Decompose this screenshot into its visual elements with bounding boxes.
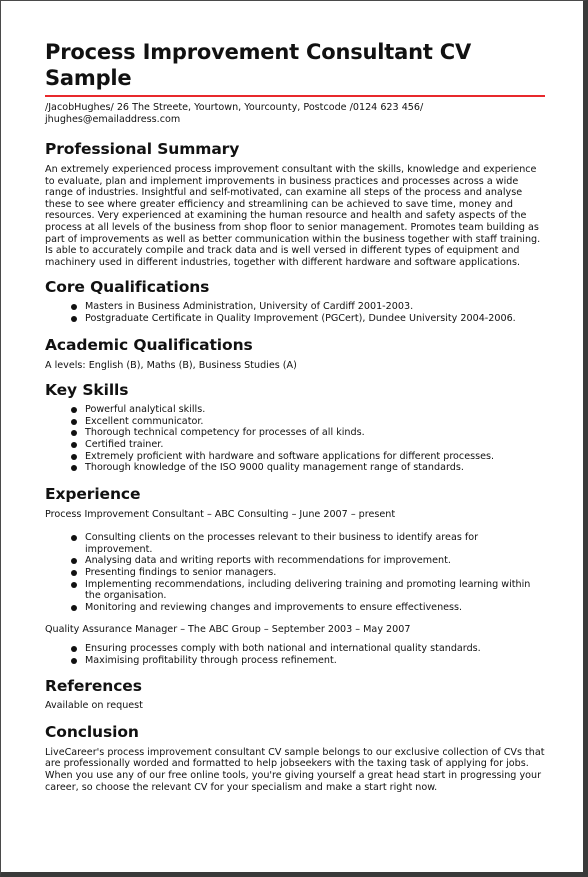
list-item-text: Maximising profitability through process refinement. [85, 654, 337, 666]
list-item [85, 579, 545, 602]
contact-details: /JacobHughes/ 26 The Streete, Yourtown, Yourcounty, Postcode /0124 623 456/ jhughes@emailaddress.com [45, 102, 424, 125]
bullet-icon [71, 304, 77, 310]
job-duties-list [45, 532, 545, 613]
list-item [85, 567, 545, 579]
cv-content [45, 39, 545, 793]
list-item-text: Thorough technical competency for processes of all kinds. [85, 427, 365, 439]
academic-qualifications-heading: Academic Qualifications [45, 335, 253, 354]
bullet-icon [71, 419, 77, 425]
bullet-icon [71, 582, 77, 588]
list-item [85, 439, 545, 451]
academic-qualifications-text: A levels: English (B), Maths (B), Business Studies (A) [45, 359, 297, 371]
bullet-icon [71, 454, 77, 460]
summary-text: An extremely experienced process improvement consultant with the skills, knowledge and experience to evaluate, plan and implement improvements in business practices and processes across a wide range of industries. Insightful and self-motivated, can examine all steps of the process and analyse these to see where greater efficiency and streamlining can be achieved to save time, money and resources. Very experienced at examining the human resource and health and safety aspects of the process at all levels of the business from shop floor to senior management. Promotes team building as part of improvements as well as better communication within the business together with staff training. Is able to accurately compile and track data and is well versed in different types of equipment and machinery used in different industries, together with different hardware and software applications. [45, 164, 541, 268]
list-item [85, 301, 545, 313]
list-item-text: Consulting clients on the processes relevant to their business to identify areas for improvement. [85, 532, 479, 555]
conclusion-text: LiveCareer's process improvement consultant CV sample belongs to our exclusive collection of CVs that are professionally worded and formatted to help jobseekers with the taxing task of applying for jobs. When you use any of our free online tools, you're giving yourself a great head start in progressing your career, so choose the relevant CV for your specialism and make a start right now. [45, 746, 545, 793]
list-item-text: Masters in Business Administration, University of Cardiff 2001-2003. [85, 301, 414, 313]
list-item [85, 427, 545, 439]
title-divider [45, 95, 545, 97]
list-item-text: Ensuring processes comply with both national and international quality standards. [85, 643, 481, 655]
bullet-icon [71, 430, 77, 436]
list-item-text: Powerful analytical skills. [85, 404, 206, 416]
list-item [85, 602, 545, 614]
list-item [85, 532, 545, 555]
bullet-icon [71, 442, 77, 448]
list-item-text: Postgraduate Certificate in Quality Improvement (PGCert), Dundee University 2004-2006. [85, 312, 516, 324]
list-item [85, 404, 545, 416]
list-item-text: Excellent communicator. [85, 415, 204, 427]
list-item-text: Analysing data and writing reports with recommendations for improvement. [85, 555, 451, 567]
list-item [85, 313, 545, 325]
bullet-icon [71, 658, 77, 664]
core-qualifications-heading: Core Qualifications [45, 278, 210, 297]
bullet-icon [71, 646, 77, 652]
bullet-icon [71, 316, 77, 322]
bullet-icon [71, 605, 77, 611]
summary-heading: Professional Summary [45, 140, 240, 158]
bullet-icon [71, 465, 77, 471]
key-skills-list [45, 404, 545, 474]
bullet-icon [71, 570, 77, 576]
list-item [85, 555, 545, 567]
list-item-text: Extremely proficient with hardware and software applications for different processes. [85, 450, 495, 462]
job-title: Process Improvement Consultant – ABC Consulting – June 2007 – present [45, 508, 396, 520]
bullet-icon [71, 407, 77, 413]
key-skills-heading: Key Skills [45, 381, 129, 400]
list-item [85, 451, 545, 463]
references-heading: References [45, 677, 142, 696]
list-item-text: Implementing recommendations, including delivering training and promoting learning within the organisation. [85, 578, 531, 602]
experience-heading: Experience [45, 484, 141, 503]
bullet-icon [71, 535, 77, 541]
page-title: Process Improvement Consultant CV Sample [45, 40, 472, 90]
core-qualifications-list [45, 301, 545, 324]
list-item-text: Certified trainer. [85, 438, 164, 450]
bullet-icon [71, 558, 77, 564]
list-item-text: Monitoring and reviewing changes and improvements to ensure effectiveness. [85, 601, 463, 613]
list-item [85, 416, 545, 428]
list-item [85, 655, 545, 667]
job-duties-list [45, 643, 545, 666]
conclusion-heading: Conclusion [45, 722, 139, 741]
list-item [85, 462, 545, 474]
list-item [85, 643, 545, 655]
references-text: Available on request [45, 700, 143, 712]
job-title: Quality Assurance Manager – The ABC Group – September 2003 – May 2007 [45, 624, 411, 636]
list-item-text: Presenting findings to senior managers. [85, 567, 277, 579]
list-item-text: Thorough knowledge of the ISO 9000 quality management range of standards. [85, 462, 464, 474]
